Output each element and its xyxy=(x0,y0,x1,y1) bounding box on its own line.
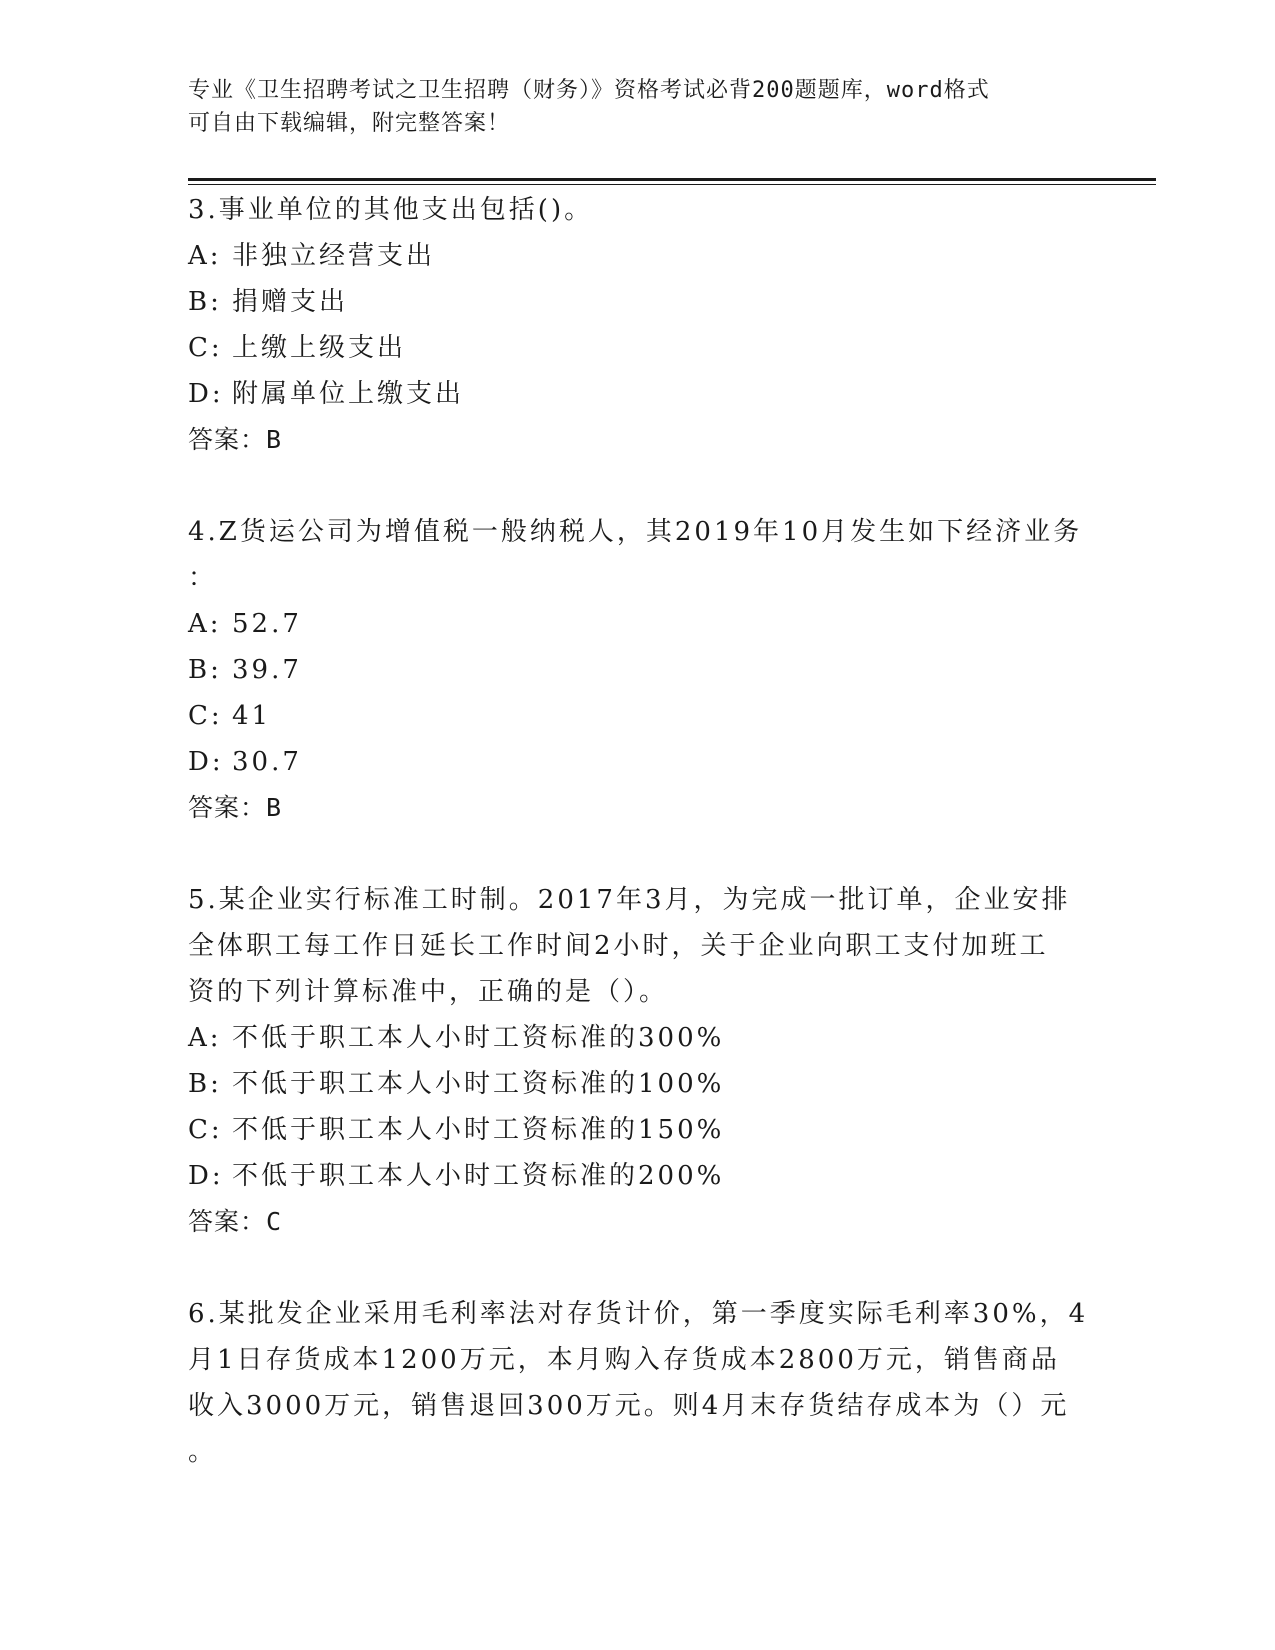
question-stem-line: 。 xyxy=(188,1437,218,1467)
question-stem-line: 3.事业单位的其他支出包括()。 xyxy=(188,195,594,225)
answer-option xyxy=(188,647,1088,693)
correct-answer: 答案：B xyxy=(188,425,283,454)
header-divider-thick xyxy=(188,178,1156,181)
question-stem-line: 4.Z货运公司为增值税一般纳税人，其2019年10月发生如下经济业务 xyxy=(188,517,1083,547)
option-label: A: xyxy=(188,609,222,639)
question-block xyxy=(188,877,1088,1245)
question-stem-line: 6.某批发企业采用毛利率法对存货计价，第一季度实际毛利率30%，4 xyxy=(188,1299,1089,1329)
option-text: 不低于职工本人小时工资标准的100% xyxy=(232,1069,725,1099)
answer-option xyxy=(188,1153,1088,1199)
option-label: D: xyxy=(188,379,224,409)
option-text: 上缴上级支出 xyxy=(232,333,407,363)
answer-option xyxy=(188,601,1088,647)
correct-answer: 答案：B xyxy=(188,793,283,822)
option-label: B: xyxy=(188,1069,222,1099)
question-block xyxy=(188,1291,1088,1475)
option-text: 捐赠支出 xyxy=(232,287,349,317)
question-spacer xyxy=(188,1245,1088,1291)
question-stem-line: 资的下列计算标准中，正确的是（）。 xyxy=(188,977,669,1007)
option-text: 52.7 xyxy=(232,609,302,639)
document-header xyxy=(188,74,1068,140)
header-line-1: 专业《卫生招聘考试之卫生招聘（财务）》资格考试必背200题题库，word格式 xyxy=(188,78,990,103)
question-spacer xyxy=(188,463,1088,509)
answer-option xyxy=(188,1061,1088,1107)
question-block xyxy=(188,509,1088,831)
option-label: C: xyxy=(188,333,223,363)
question-stem-line: ： xyxy=(188,563,218,593)
question-stem-line: 收入3000万元，销售退回300万元。则4月末存货结存成本为（）元 xyxy=(188,1391,1070,1421)
option-text: 不低于职工本人小时工资标准的200% xyxy=(232,1161,725,1191)
option-label: C: xyxy=(188,701,223,731)
option-text: 非独立经营支出 xyxy=(232,241,436,271)
option-label: A: xyxy=(188,241,222,271)
question-stem-line: 月1日存货成本1200万元，本月购入存货成本2800万元，销售商品 xyxy=(188,1345,1060,1375)
answer-option xyxy=(188,693,1088,739)
question-spacer xyxy=(188,831,1088,877)
answer-option xyxy=(188,325,1088,371)
option-label: D: xyxy=(188,1161,224,1191)
option-text: 41 xyxy=(232,701,272,731)
option-label: B: xyxy=(188,287,222,317)
answer-option xyxy=(188,1107,1088,1153)
answer-option xyxy=(188,233,1088,279)
option-text: 不低于职工本人小时工资标准的150% xyxy=(232,1115,725,1145)
header-line-2: 可自由下载编辑，附完整答案！ xyxy=(188,111,511,136)
option-label: B: xyxy=(188,655,222,685)
option-text: 不低于职工本人小时工资标准的300% xyxy=(232,1023,725,1053)
answer-option xyxy=(188,371,1088,417)
option-text: 39.7 xyxy=(232,655,302,685)
question-list xyxy=(188,187,1088,1475)
option-label: A: xyxy=(188,1023,222,1053)
option-label: D: xyxy=(188,747,224,777)
header-divider-thin xyxy=(188,184,1156,185)
correct-answer: 答案：C xyxy=(188,1207,283,1236)
answer-option xyxy=(188,1015,1088,1061)
question-stem-line: 5.某企业实行标准工时制。2017年3月，为完成一批订单，企业安排 xyxy=(188,885,1071,915)
option-label: C: xyxy=(188,1115,223,1145)
answer-option xyxy=(188,739,1088,785)
question-stem-line: 全体职工每工作日延长工作时间2小时，关于企业向职工支付加班工 xyxy=(188,931,1049,961)
option-text: 附属单位上缴支出 xyxy=(232,379,465,409)
question-block xyxy=(188,187,1088,463)
answer-option xyxy=(188,279,1088,325)
option-text: 30.7 xyxy=(232,747,302,777)
